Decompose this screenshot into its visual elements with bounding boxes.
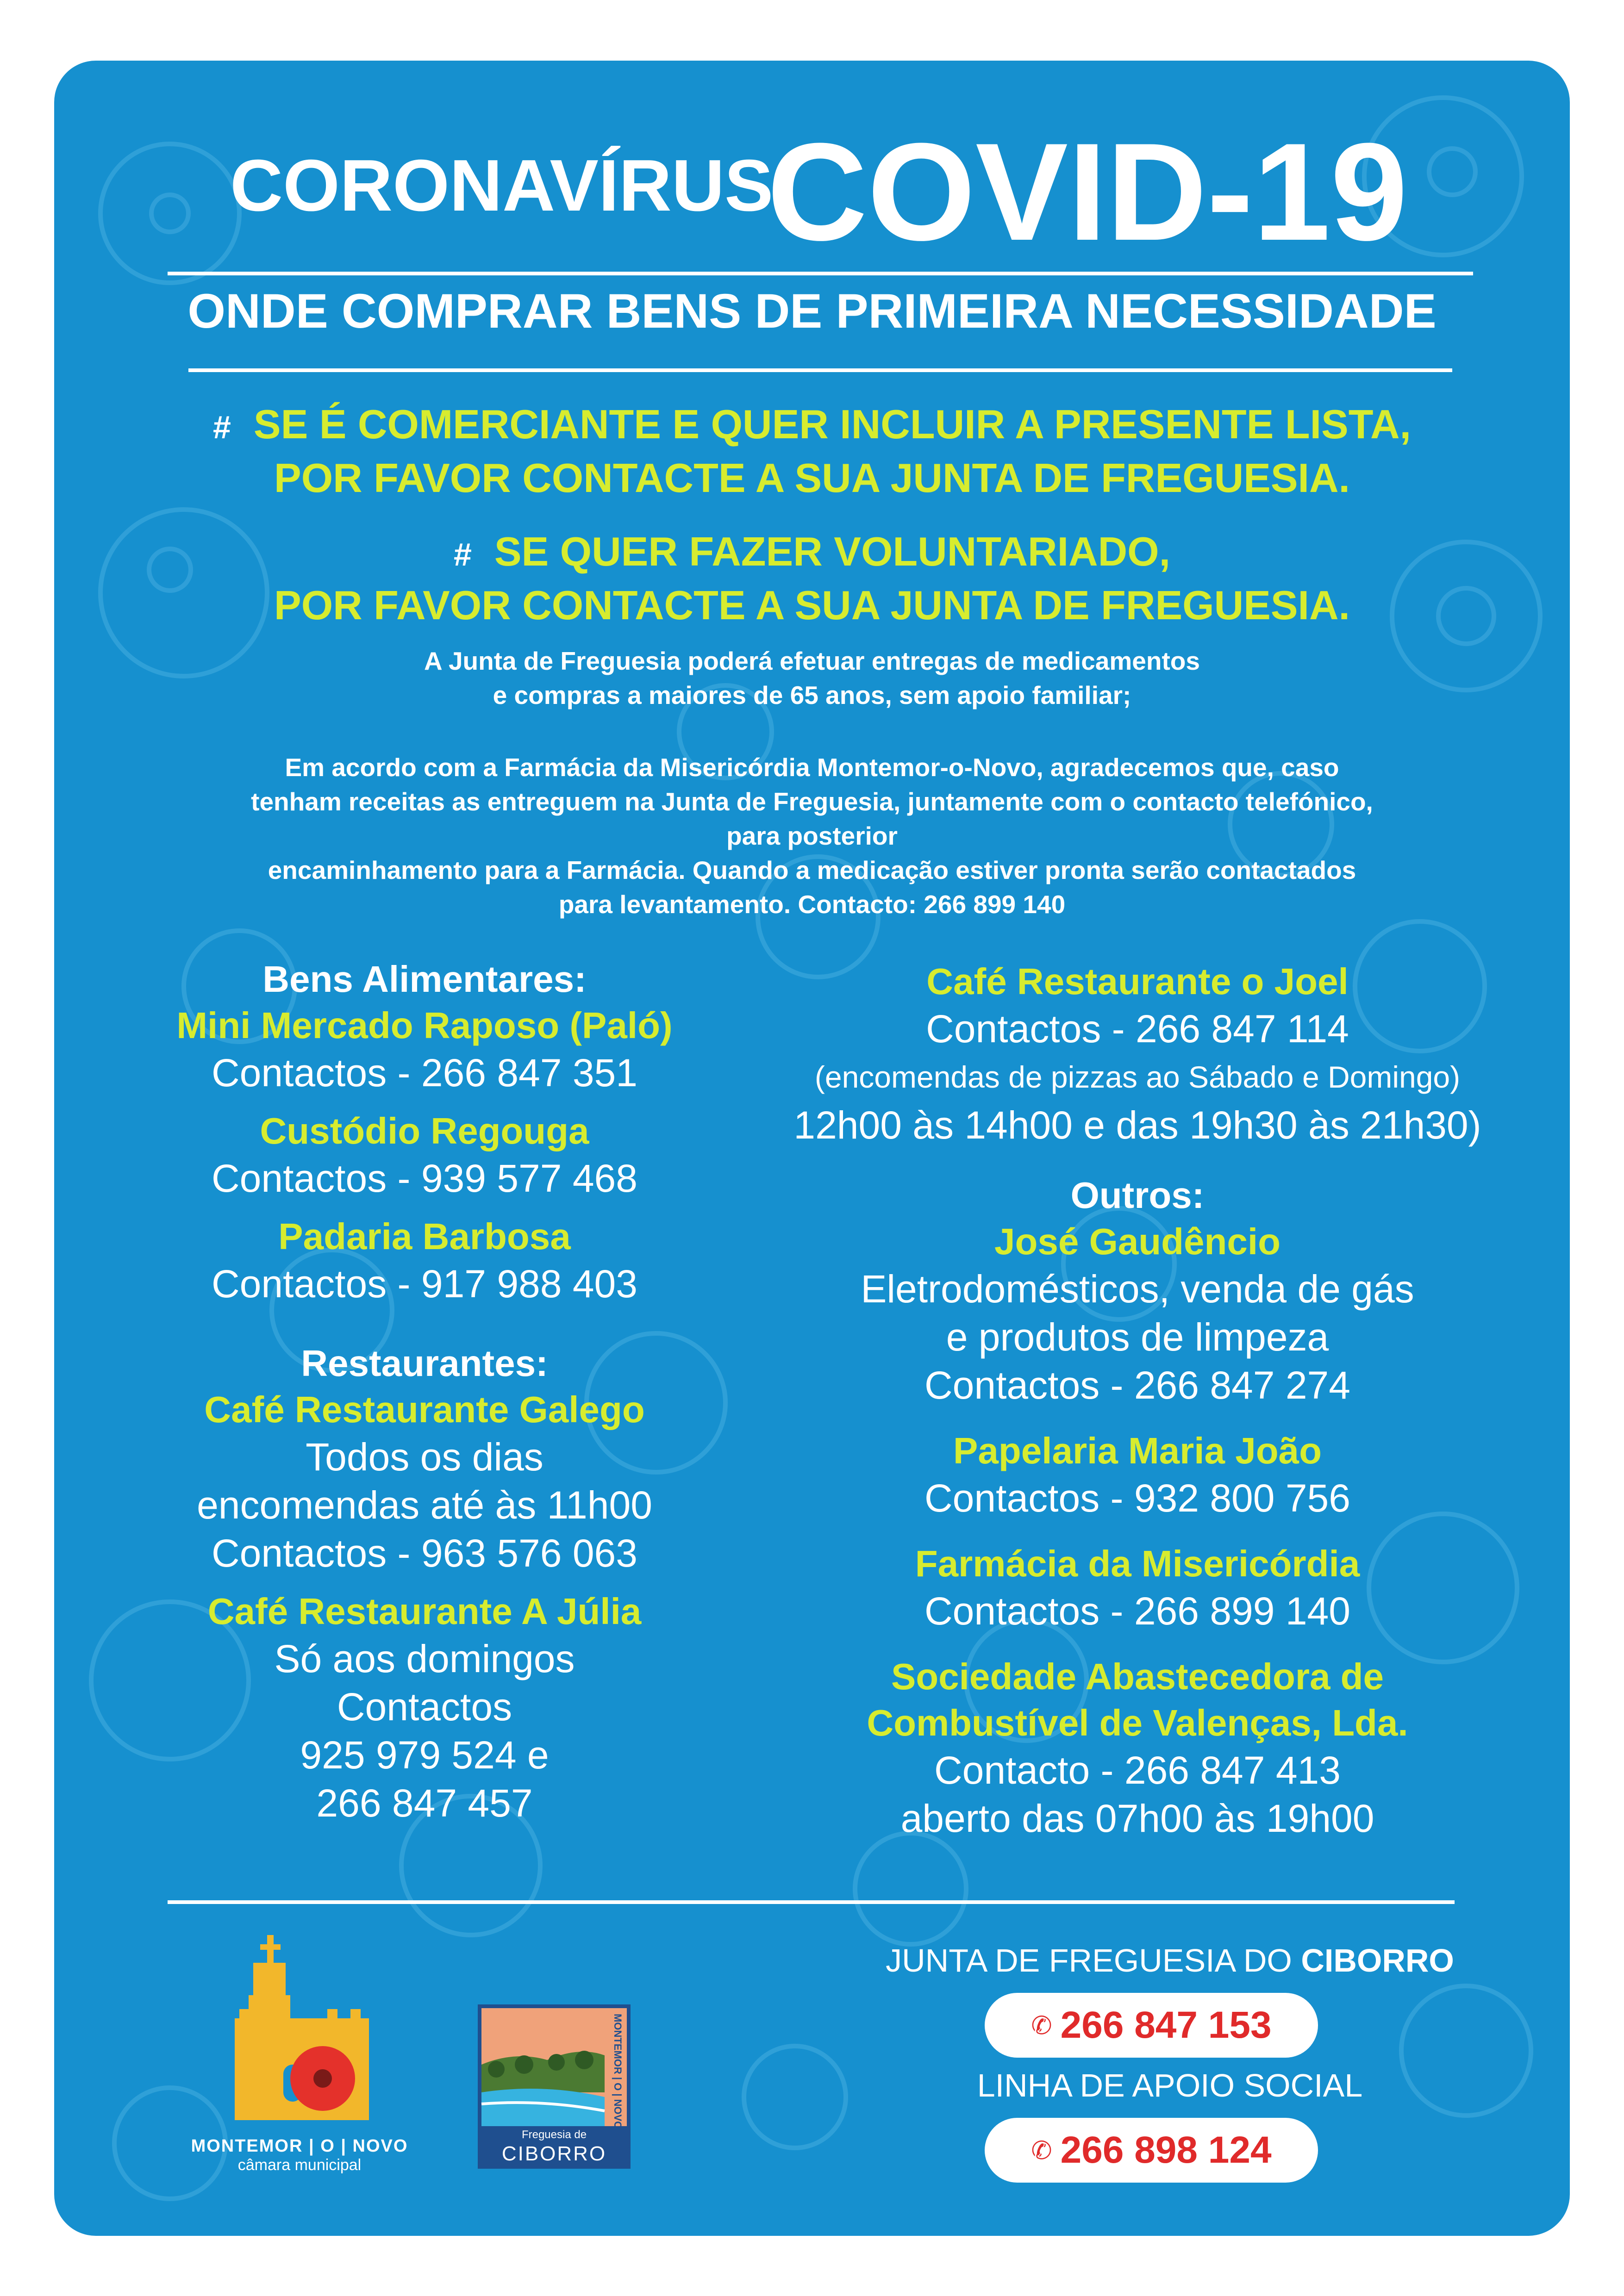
linha-apoio-label: LINHA DE APOIO SOCIAL — [977, 2067, 1363, 2103]
vendor-name-mini-mercado: Mini Mercado Raposo (Paló) — [176, 1005, 673, 1046]
hash-symbol: # — [213, 409, 231, 445]
merchant-line-1: SE É COMERCIANTE E QUER INCLUIR A PRESENTE LISTA, — [253, 401, 1411, 447]
vendor-contact-mini-mercado: Contactos - 266 847 351 — [212, 1051, 637, 1095]
right-column — [735, 958, 1540, 1842]
info2-line-5: para levantamento. Contacto: 266 899 140 — [558, 890, 1066, 919]
vendor-note-joel-2: 12h00 às 14h00 e das 19h30 às 21h30) — [793, 1103, 1481, 1147]
info-paragraph-2 — [54, 750, 1570, 921]
logo-text-montemor: MONTEMOR — [191, 2136, 303, 2156]
section-title-outros: Outros: — [1070, 1175, 1205, 1216]
info-paragraph-1 — [54, 644, 1570, 712]
vendor-contact-papelaria: Contactos - 932 800 756 — [924, 1476, 1350, 1520]
montemor-logo-text — [170, 2136, 429, 2156]
coronavirus-label: CORONAVÍRUS — [230, 145, 774, 226]
vendor-note-jose-1: Eletrodomésticos, venda de gás — [861, 1267, 1414, 1311]
logo2-vertical-text: MONTEMOR | O | NOVO — [612, 2014, 624, 2129]
vendor-contact-custodio: Contactos - 939 577 468 — [212, 1157, 637, 1200]
junta-label — [832, 1942, 1508, 1979]
volunteer-notice — [54, 528, 1570, 629]
castle-icon — [170, 1926, 429, 2125]
info2-line-1: Em acordo com a Farmácia da Misericórdia Montemor-o-Novo, agradecemos que, caso — [285, 753, 1339, 782]
logo-subtitle: câmara municipal — [237, 2156, 362, 2174]
vendor-name-sociedade-1: Sociedade Abastecedora de — [891, 1656, 1384, 1697]
vendor-note-julia-2: Contactos — [337, 1685, 512, 1729]
junta-phone-number: 266 847 153 — [1060, 2004, 1272, 2046]
phone-icon: ✆ — [1031, 2136, 1052, 2165]
volunteer-line-1: SE QUER FAZER VOLUNTARIADO, — [494, 529, 1171, 574]
vendor-note-julia-1: Só aos domingos — [274, 1637, 575, 1680]
vendor-contact-julia-1: 925 979 524 e — [300, 1733, 549, 1777]
info1-line-2: e compras a maiores de 65 anos, sem apoio familiar; — [493, 681, 1131, 709]
montemor-logo — [170, 1926, 429, 2185]
vendor-name-julia: Café Restaurante A Júlia — [207, 1591, 642, 1632]
info2-line-4: encaminhamento para a Farmácia. Quando a medicação estiver pronta serão contactados — [268, 856, 1356, 884]
vendor-contact-julia-2: 266 847 457 — [316, 1781, 533, 1825]
page-subtitle: ONDE COMPRAR BENS DE PRIMEIRA NECESSIDADE — [187, 284, 1437, 338]
left-column — [54, 956, 795, 1827]
logo-separator: | — [341, 2136, 347, 2156]
vendor-contact-farmacia: Contactos - 266 899 140 — [924, 1589, 1350, 1633]
merchant-line-2: POR FAVOR CONTACTE A SUA JUNTA DE FREGUESIA. — [274, 455, 1350, 501]
junta-label-name: CIBORRO — [1301, 1942, 1454, 1979]
info2-line-2: tenham receitas as entreguem na Junta de Freguesia, juntamente com o contacto telefónico, — [251, 787, 1373, 816]
vendor-name-farmacia: Farmácia da Misericórdia — [915, 1543, 1360, 1584]
divider-footer — [168, 1900, 1455, 1904]
divider-sub — [188, 368, 1452, 372]
vendor-note-galego-1: Todos os dias — [306, 1435, 543, 1479]
vendor-contact-padaria: Contactos - 917 988 403 — [212, 1262, 637, 1306]
vendor-note-jose-2: e produtos de limpeza — [946, 1315, 1329, 1359]
linha-apoio-phone-number: 266 898 124 — [1060, 2129, 1272, 2171]
divider-top — [168, 272, 1473, 275]
vendor-note-joel-1: (encomendas de pizzas ao Sábado e Domingo) — [814, 1060, 1461, 1094]
vendor-name-galego: Café Restaurante Galego — [204, 1389, 645, 1430]
vendor-name-papelaria: Papelaria Maria João — [953, 1430, 1322, 1471]
logo2-name: CIBORRO — [501, 2142, 607, 2165]
phone-icon: ✆ — [1031, 2011, 1052, 2040]
ciborro-logo — [478, 2004, 631, 2169]
junta-phone-pill[interactable] — [985, 1993, 1318, 2058]
section-title-restaurantes: Restaurantes: — [301, 1343, 548, 1384]
poster-card — [54, 61, 1570, 2236]
linha-apoio-phone-pill[interactable] — [985, 2118, 1318, 2183]
covid-title: COVID-19 — [767, 114, 1408, 269]
logo-separator: | — [309, 2136, 315, 2156]
vendor-note-galego-2: encomendas até às 11h00 — [197, 1483, 652, 1527]
vendor-name-custodio: Custódio Regouga — [260, 1110, 589, 1151]
section-title-bens-alimentares: Bens Alimentares: — [262, 958, 587, 1000]
junta-label-text: JUNTA DE FREGUESIA DO — [886, 1942, 1292, 1979]
vendor-contact-sociedade: Contacto - 266 847 413 — [934, 1748, 1341, 1792]
logo2-small-text: Freguesia de — [521, 2128, 587, 2141]
info1-line-1: A Junta de Freguesia poderá efetuar entregas de medicamentos — [424, 647, 1200, 675]
info2-line-3: para posterior — [726, 821, 898, 850]
merchant-notice — [54, 401, 1570, 502]
logo-text-o: O — [320, 2136, 335, 2156]
logo-text-novo: NOVO — [352, 2136, 408, 2156]
vendor-name-joel: Café Restaurante o Joel — [926, 961, 1349, 1002]
vendor-name-padaria: Padaria Barbosa — [278, 1216, 571, 1257]
vendor-name-jose: José Gaudêncio — [994, 1221, 1280, 1262]
hash-symbol: # — [453, 536, 472, 572]
vendor-contact-jose: Contactos - 266 847 274 — [924, 1363, 1350, 1407]
vendor-hours-sociedade: aberto das 07h00 às 19h00 — [900, 1797, 1374, 1840]
vendor-name-sociedade-2: Combustível de Valenças, Lda. — [867, 1702, 1408, 1743]
vendor-contact-galego: Contactos - 963 576 063 — [212, 1531, 637, 1575]
volunteer-line-2: POR FAVOR CONTACTE A SUA JUNTA DE FREGUESIA. — [274, 582, 1350, 628]
vendor-contact-joel: Contactos - 266 847 114 — [926, 1007, 1349, 1051]
